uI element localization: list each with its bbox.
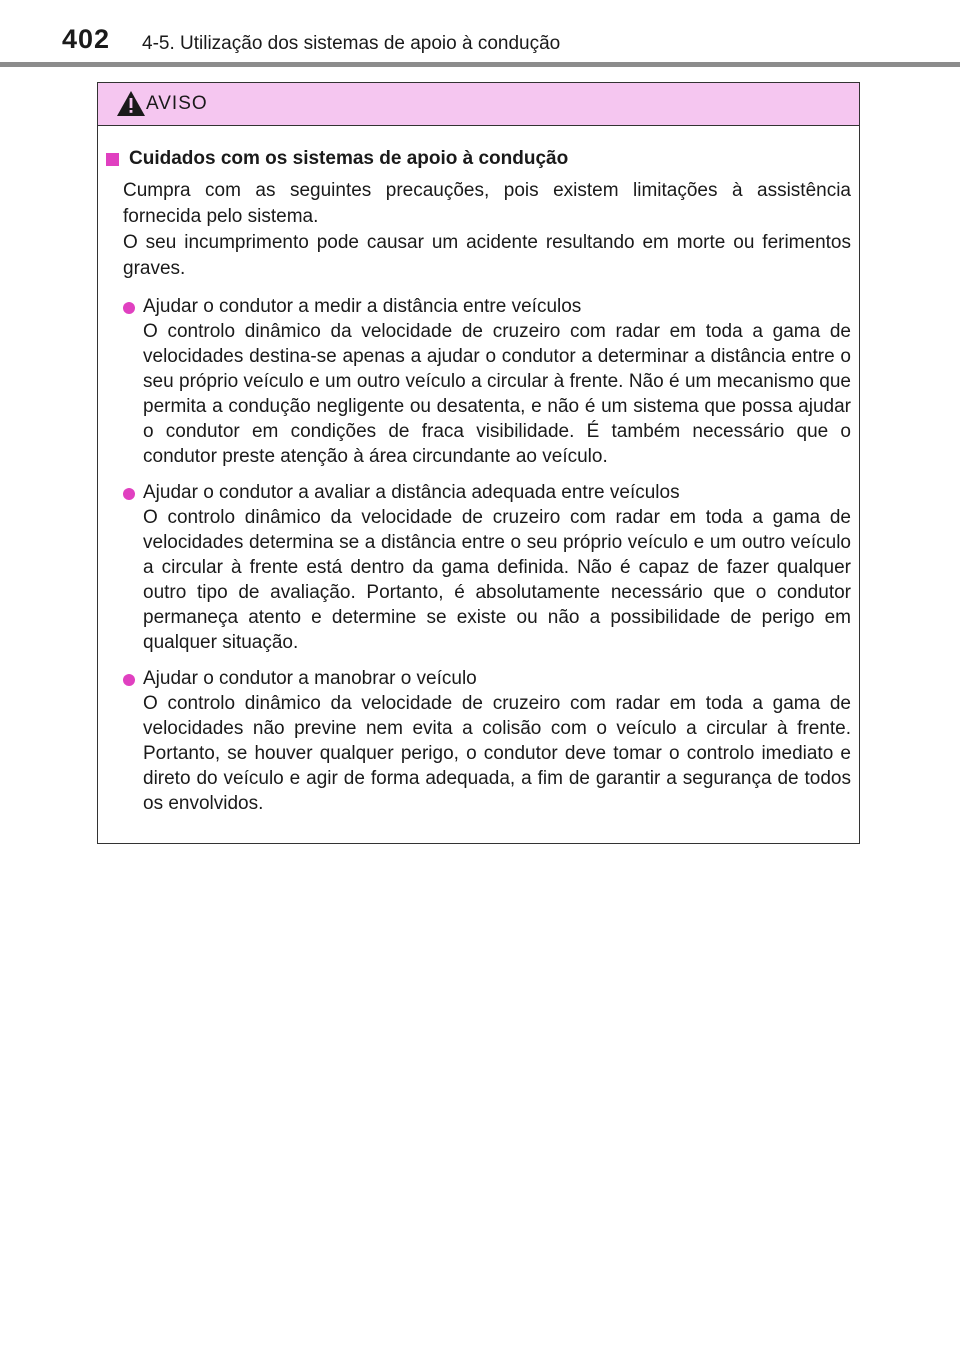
intro-paragraph: O seu incumprimento pode causar um acidente resultando em morte ou ferimentos graves. <box>123 232 851 279</box>
page-number: 402 <box>62 24 111 54</box>
list-item <box>123 480 851 655</box>
list-item-heading: Ajudar o condutor a manobrar o veículo <box>143 668 477 689</box>
warning-body <box>98 126 859 816</box>
list-item-heading: Ajudar o condutor a avaliar a distância adequada entre veículos <box>143 482 680 503</box>
list-item-heading: Ajudar o condutor a medir a distância entre veículos <box>143 296 582 317</box>
list-item <box>123 294 851 469</box>
list-item-text: O controlo dinâmico da velocidade de cruzeiro com radar em toda a gama de velocidades destina-se apenas a ajudar o condutor a determinar a distância entre o seu próprio veículo e um outro veículo a circular à frente. Não é um mecanismo que permita a condução negligente ou desatenta, e não é um sistema que possa ajudar o condutor em condições de fraca visibilidade. É também necessário que o condutor preste atenção à área circundante ao veículo. <box>143 321 851 467</box>
caution-title <box>104 146 851 172</box>
circle-bullet-icon <box>123 674 135 686</box>
section-title: 4-5. Utilização dos sistemas de apoio à condução <box>142 33 561 54</box>
warning-header <box>98 83 859 126</box>
caution-list <box>104 294 851 816</box>
caution-title-text: Cuidados com os sistemas de apoio à condução <box>129 148 569 169</box>
warning-label: AVISO <box>146 93 208 114</box>
circle-bullet-icon <box>123 488 135 500</box>
square-bullet-icon <box>106 153 119 166</box>
intro-text <box>123 178 851 282</box>
header-divider <box>0 62 960 67</box>
list-item-text: O controlo dinâmico da velocidade de cruzeiro com radar em toda a gama de velocidades determina se a distância entre o seu próprio veículo e um outro veículo a circular à frente está dentro da gama definida. Não é capaz de fazer qualquer outro tipo de avaliação. Portanto, é absolutamente necessário que o condutor permaneça atento e determine se existe ou não a possibilidade de perigo em qualquer situação. <box>143 507 851 653</box>
list-item-text: O controlo dinâmico da velocidade de cruzeiro com radar em toda a gama de velocidades não previne nem evita a colisão com o veículo a circular à frente. Portanto, se houver qualquer perigo, o condutor deve tomar o controlo imediato e direto do veículo e agir de forma adequada, a fim de garantir a segurança de todos os envolvidos. <box>143 693 851 814</box>
circle-bullet-icon <box>123 302 135 314</box>
warning-triangle-icon <box>116 90 146 117</box>
warning-box <box>97 82 860 844</box>
intro-paragraph: Cumpra com as seguintes precauções, pois existem limitações à assistência fornecida pelo sistema. <box>123 180 851 227</box>
page-header <box>0 0 960 70</box>
list-item <box>123 666 851 816</box>
